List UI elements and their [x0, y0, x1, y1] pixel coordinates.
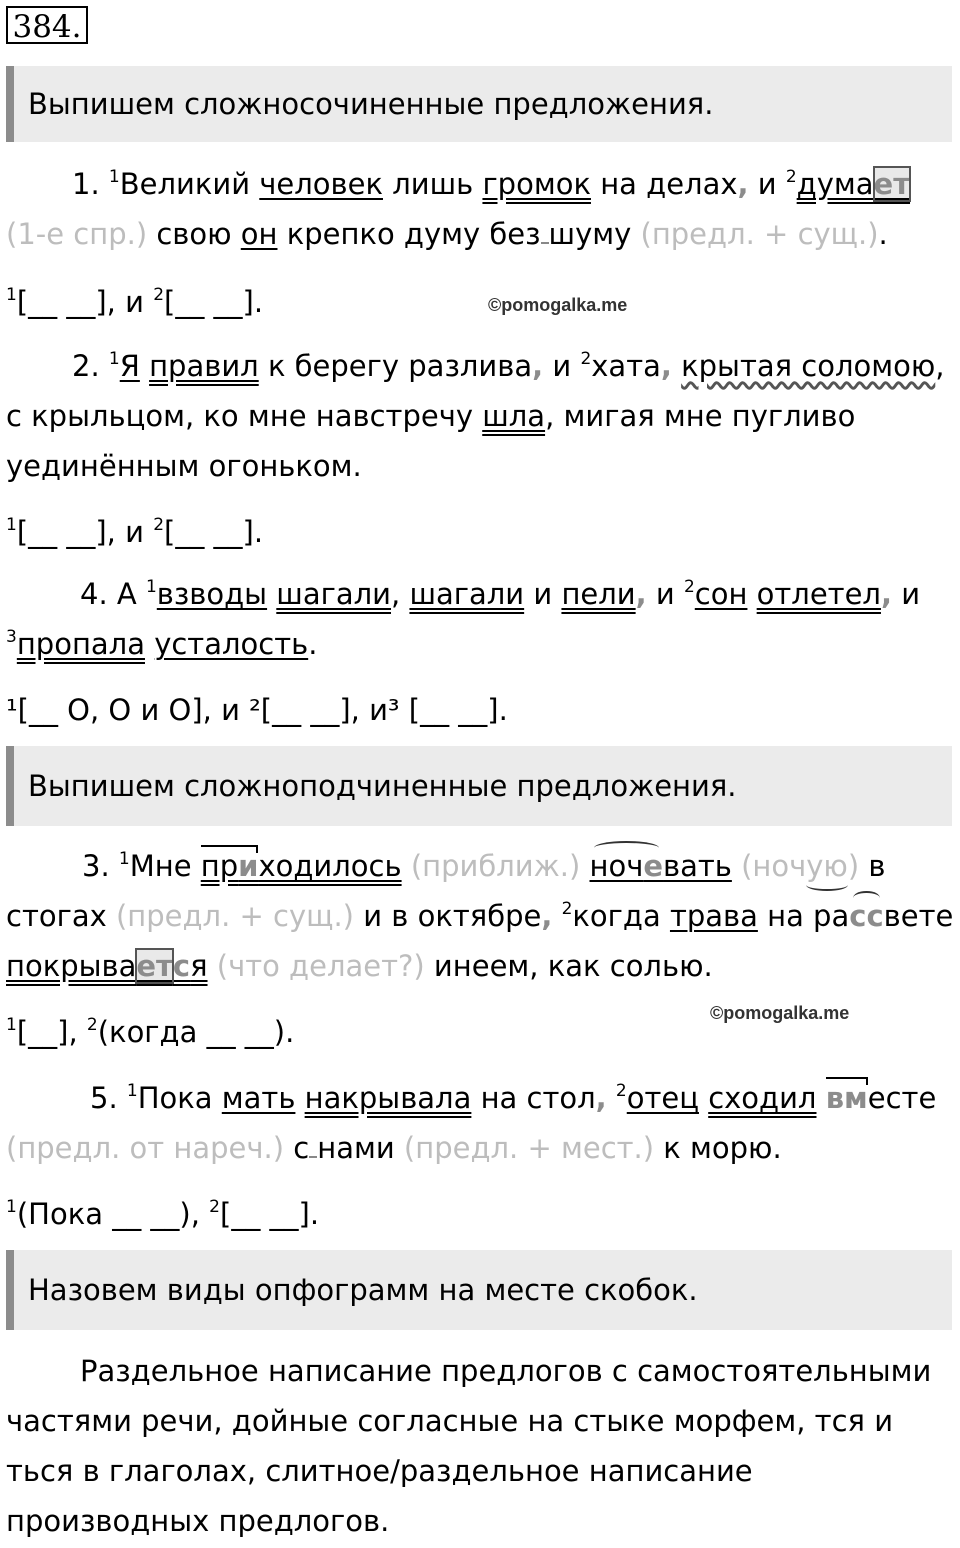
clause-index: 3 [6, 627, 17, 647]
schema-part: [__], [16, 1015, 87, 1049]
sentence-number: 2. [72, 349, 100, 383]
sentence-2-line-1 [72, 348, 945, 384]
word: А [116, 577, 137, 611]
clause-index: 2 [153, 285, 165, 305]
conjunction: и [748, 167, 786, 201]
conjunction: Пока [137, 1081, 213, 1115]
word: лишь [392, 167, 474, 201]
word: инеем, как солью. [433, 949, 713, 983]
word: нами [317, 1131, 395, 1165]
predicate [797, 167, 910, 201]
clause-index: 2 [580, 349, 592, 369]
clause-comma: , [595, 1081, 607, 1115]
sentence-3-line-3 [6, 948, 713, 984]
word: Великий [119, 167, 251, 201]
predicate [6, 949, 208, 983]
participle-phrase: крытая соломою [681, 349, 936, 383]
schema-part: [__ __]. [220, 1197, 320, 1231]
clause-index: 1 [118, 849, 130, 869]
clause-index: 1 [145, 577, 157, 597]
word: к берегу разлива [267, 349, 533, 383]
hint: (1-е спр.) [6, 217, 148, 251]
hint-part: ) [847, 849, 860, 883]
predicate: правил [149, 349, 259, 383]
conjunction: и [646, 577, 684, 611]
hint: (предл. + сущ.) [640, 217, 879, 251]
predicate: шагали [409, 577, 525, 611]
postfix: я [190, 949, 208, 983]
prefix: пр [200, 849, 239, 883]
clause-index: 1 [6, 1015, 17, 1035]
schema-4: ¹[__ O, O и O], и ²[__ __], и³ [__ __]. [6, 693, 508, 727]
schema-part: [__ __]. [164, 285, 264, 319]
clause-index: 2 [683, 577, 695, 597]
clause-index: 1 [6, 1197, 17, 1217]
period: . [878, 217, 888, 251]
ending-box: ет [873, 167, 911, 201]
sentence-4-line-1 [80, 576, 920, 612]
subject: человек [259, 167, 383, 201]
subject: мать [221, 1081, 296, 1115]
subject: отец [626, 1081, 699, 1115]
sentence-3-line-2 [6, 898, 953, 934]
section-title: Выпишем сложноподчиненные предложения. [28, 769, 737, 803]
predicate: сходил [708, 1081, 817, 1115]
predicate: громок [482, 167, 591, 201]
clause-index: 1 [108, 167, 120, 187]
word: , мигая мне пугливо [545, 399, 856, 433]
predicate-stem: покрыва [6, 949, 137, 983]
task-number: 384. [6, 6, 88, 44]
word: уединённым огоньком. [6, 449, 362, 483]
clause-index: 1 [126, 1081, 138, 1101]
clause-index: 1 [108, 349, 120, 369]
predicate: отлетел [756, 577, 881, 611]
clause-index: 1 [6, 285, 17, 305]
clause-index: 2 [209, 1197, 220, 1217]
sentence-number: 5. [90, 1081, 118, 1115]
clause-comma: , [635, 577, 647, 611]
conjunction: когда [572, 899, 661, 933]
subject: взводы [156, 577, 268, 611]
schema-part: [__ __]. [164, 515, 264, 549]
predicate: шла [482, 399, 546, 433]
predicate-stem: дума [796, 167, 874, 201]
word-rest: вать [663, 849, 732, 883]
infinitive [590, 849, 732, 883]
comma: , [660, 349, 672, 383]
clause-index: 2 [561, 899, 573, 919]
highlighted-letter: е [643, 849, 664, 883]
sentence-3-line-1 [82, 848, 885, 884]
root: ноч [589, 849, 644, 883]
subject: сон [694, 577, 748, 611]
sentence-1-line-2 [6, 216, 888, 252]
clause-index: 1 [6, 515, 17, 535]
predicate: накрывала [304, 1081, 472, 1115]
schema-3 [6, 1014, 294, 1050]
word-gap [541, 238, 549, 244]
word: и в октябре [363, 899, 542, 933]
clause-index: 2 [615, 1081, 627, 1101]
schema-2 [6, 514, 263, 550]
word: в [868, 849, 886, 883]
section-bar-complex [6, 746, 952, 826]
sentence-5-line-2 [6, 1130, 782, 1166]
word: с крыльцом, ко мне навстречу [6, 399, 473, 433]
ending-mark: ую [806, 849, 848, 883]
comma: , [935, 349, 945, 383]
hint: (предл. + сущ.) [115, 899, 354, 933]
conjunction: и [891, 577, 921, 611]
word: шуму [548, 217, 632, 251]
period: . [308, 627, 318, 661]
predicate: шагали [276, 577, 391, 611]
sentence-2-line-2 [6, 398, 855, 434]
clause-comma: , [532, 349, 544, 383]
conjunction: и [533, 577, 553, 611]
word: вете [883, 899, 954, 933]
word: на ра [767, 899, 850, 933]
sentence-5-line-1 [90, 1080, 936, 1116]
hint [741, 849, 859, 883]
predicate: пропала [16, 627, 145, 661]
word: на делах [600, 167, 738, 201]
hint: (приближ.) [410, 849, 581, 883]
comma: , [391, 577, 401, 611]
schema-part: (когда __ __). [97, 1015, 295, 1049]
schema-1 [6, 284, 263, 320]
word: на стол [480, 1081, 596, 1115]
subject: он [240, 217, 278, 251]
clause-comma: , [880, 577, 892, 611]
clause-comma: , [541, 899, 553, 933]
section-title: Выпишем сложносочиненные предложения. [28, 87, 714, 121]
word: с [293, 1131, 310, 1165]
watermark: ©pomogalka.me [488, 295, 628, 315]
section-bar-spelling [6, 1250, 952, 1330]
sentence-1-line-1 [72, 166, 910, 202]
clause-comma: , [737, 167, 749, 201]
subject: Я [119, 349, 140, 383]
hint: (что делает?) [216, 949, 425, 983]
double-consonant: сс [849, 899, 884, 933]
conjunction: и [543, 349, 581, 383]
highlighted-letter: с [172, 949, 191, 983]
predicate-rest: ходилось [258, 849, 402, 883]
predicate: пели [561, 577, 636, 611]
clause-index: 2 [785, 167, 797, 187]
hint-part: (ноч [741, 849, 807, 883]
hint: (предл. от нареч.) [6, 1131, 285, 1165]
word: крепко думу без [286, 217, 541, 251]
prefix-mark [201, 849, 259, 883]
word: стогах [6, 899, 107, 933]
highlighted-letter: и [238, 849, 259, 883]
watermark: ©pomogalka.me [710, 1003, 850, 1023]
clause-index: 2 [153, 515, 165, 535]
predicate [201, 849, 402, 883]
ending-box: ет [136, 949, 173, 983]
clause-index: 2 [86, 1015, 98, 1035]
schema-part: (Пока __ __), [16, 1197, 210, 1231]
sentence-number: 3. [82, 849, 110, 883]
word: к морю. [663, 1131, 782, 1165]
prefix-mark: вм [825, 1081, 868, 1115]
sentence-4-line-2 [6, 626, 317, 662]
sentence-number: 1. [72, 167, 100, 201]
word: есте [867, 1081, 937, 1115]
subject: трава [669, 899, 758, 933]
section-bar-compound [6, 66, 952, 142]
subject: хата [591, 349, 661, 383]
sentence-number: 4. [80, 577, 108, 611]
schema-part: [__ __], и [16, 515, 154, 549]
root-mark [590, 849, 664, 883]
schema-5 [6, 1196, 319, 1232]
schema-part: [__ __], и [16, 285, 154, 319]
answer-paragraph: Раздельное написание предлогов с самостоятельными частями речи, дойные согласные на стыке морфем, тся и ться в глаголах, слитное/раздельное написание производных предлогов. [6, 1354, 932, 1538]
sentence-2-line-3 [6, 448, 362, 484]
word: Мне [129, 849, 192, 883]
subject: усталость [154, 627, 309, 661]
hint: (предл. + мест.) [403, 1131, 655, 1165]
section-title: Назовем виды опфограмм на месте скобок. [28, 1273, 698, 1307]
word: свою [156, 217, 232, 251]
